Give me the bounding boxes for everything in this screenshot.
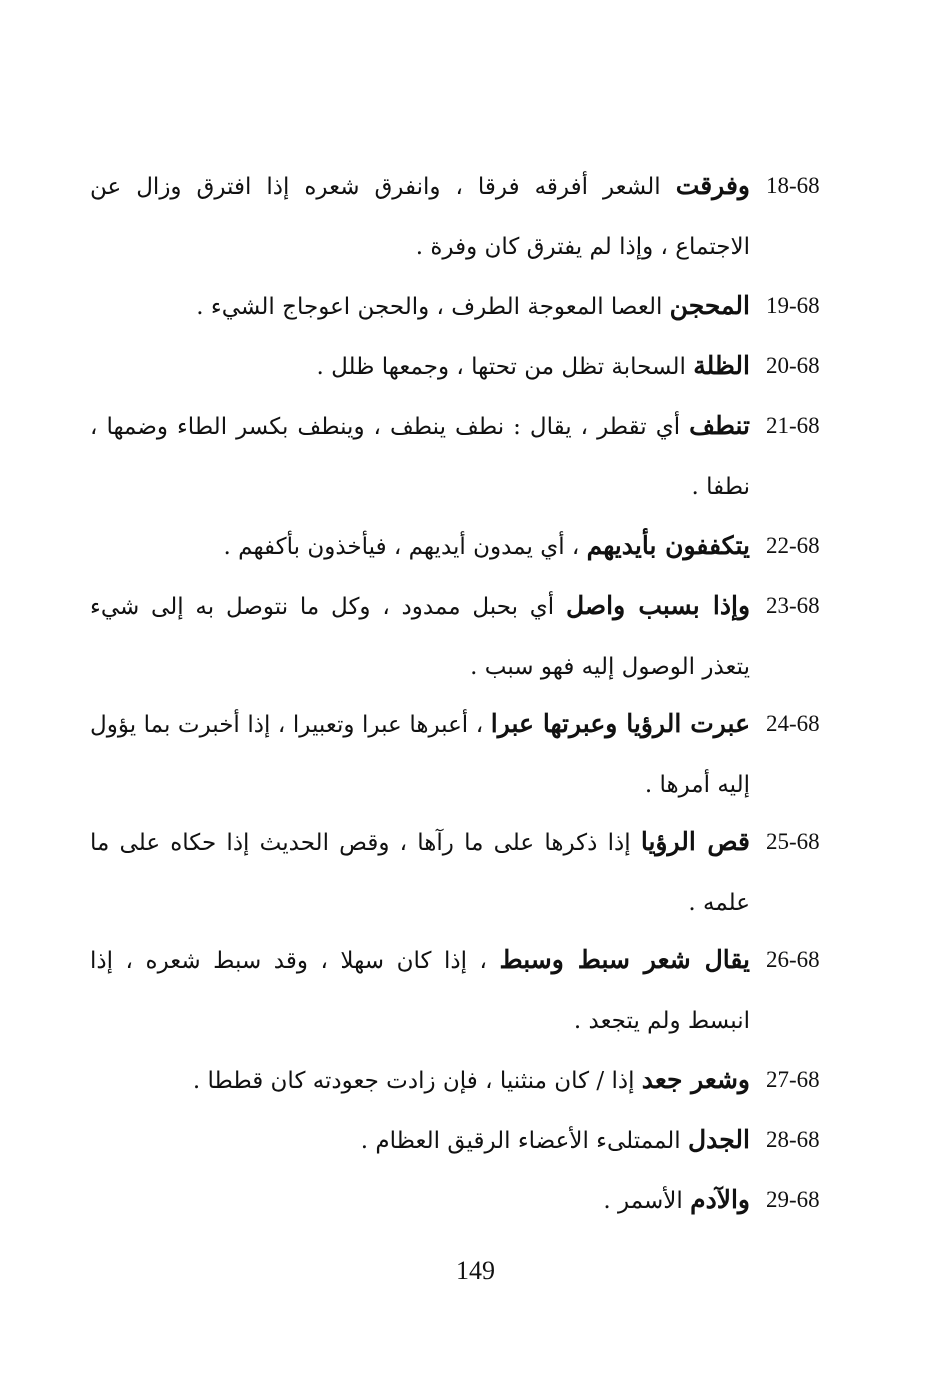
entry-19-68 [90, 276, 860, 337]
entry-29-68 [90, 1170, 860, 1231]
entry-term: يتكففون بأيديهم [586, 531, 750, 560]
entry-body [90, 576, 760, 697]
entry-number: 27-68 [766, 1067, 820, 1092]
entry-20-68 [90, 336, 860, 397]
entry-24-68 [90, 694, 860, 815]
entry-number: 19-68 [766, 293, 820, 318]
entry-number: 21-68 [766, 413, 820, 438]
entry-number: 23-68 [766, 593, 820, 618]
entry-body [90, 694, 760, 815]
entry-body [90, 812, 760, 933]
entry-definition: أي بحبل ممدود ، وكل ما نتوصل به إلى شيء يتعذر الوصول إليه فهو سبب . [90, 594, 750, 680]
entry-body [90, 336, 760, 397]
entry-definition: ، أعبرها عبرا وتعبيرا ، إذا أخبرت بما يؤول إليه أمرها . [90, 712, 750, 798]
entry-22-68 [90, 516, 860, 577]
entry-body [90, 1170, 760, 1231]
entry-18-68 [90, 156, 860, 277]
entry-number: 26-68 [766, 947, 820, 972]
entry-25-68 [90, 812, 860, 933]
entry-number: 18-68 [766, 173, 820, 198]
entry-term: الجدل [688, 1125, 750, 1154]
entry-definition: العصا المعوجة الطرف ، والحجن اعوجاج الشيء . [196, 294, 663, 320]
entry-term: الظلة [693, 351, 750, 380]
entry-number: 20-68 [766, 353, 820, 378]
entry-definition: أي تقطر ، يقال : نطف ينطف ، وينطف بكسر الطاء وضمها ، نطفا . [90, 414, 750, 500]
entry-definition: الشعر أفرقه فرقا ، وانفرق شعره إذا افترق وزال عن الاجتماع ، وإذا لم يفترق كان وفرة . [90, 174, 750, 260]
entry-number: 24-68 [766, 711, 820, 736]
entry-term: وشعر جعد [641, 1065, 750, 1094]
entry-21-68 [90, 396, 860, 517]
entry-body [90, 930, 760, 1051]
entry-body [90, 516, 760, 577]
entry-number: 25-68 [766, 829, 820, 854]
entry-27-68 [90, 1050, 860, 1111]
entry-body [90, 396, 760, 517]
entry-26-68 [90, 930, 860, 1051]
entry-term: وإذا بسبب واصل [566, 591, 751, 620]
entry-definition: الأسمر . [603, 1188, 683, 1214]
entry-term: تنطف [689, 411, 750, 440]
entry-term: يقال شعر سبط وسبط [499, 945, 750, 974]
entry-definition: إذا / كان منثنيا ، فإن زادت جعودته كان قططا . [192, 1068, 635, 1094]
entry-term: قص الرؤيا [640, 827, 751, 856]
entry-number: 22-68 [766, 533, 820, 558]
entry-body [90, 1110, 760, 1171]
entry-definition: الممتلىء الأعضاء الرقيق العظام . [360, 1128, 681, 1154]
entry-23-68 [90, 576, 860, 697]
entry-definition: السحابة تظل من تحتها ، وجمعها ظلل . [316, 354, 686, 380]
entry-definition: ، أي يمدون أيديهم ، فيأخذون بأكفهم . [223, 534, 580, 560]
entry-term: عبرت الرؤيا وعبرتها عبرا [490, 709, 751, 738]
entry-definition: إذا ذكرها على ما رآها ، وقص الحديث إذا حكاه على ما علمه . [90, 830, 750, 916]
entry-body [90, 1050, 760, 1111]
entry-body [90, 156, 760, 277]
entry-term: والآدم [690, 1185, 750, 1214]
entry-number: 28-68 [766, 1127, 820, 1152]
entry-body [90, 276, 760, 337]
entry-number: 29-68 [766, 1187, 820, 1212]
page-number: 149 [456, 1256, 495, 1285]
entry-term: وفرقت [675, 171, 751, 200]
entry-term: المحجن [669, 291, 750, 320]
entry-28-68 [90, 1110, 860, 1171]
entry-definition: ، إذا كان سهلا ، وقد سبط شعره ، إذا انبسط ولم يتجعد . [90, 948, 750, 1034]
